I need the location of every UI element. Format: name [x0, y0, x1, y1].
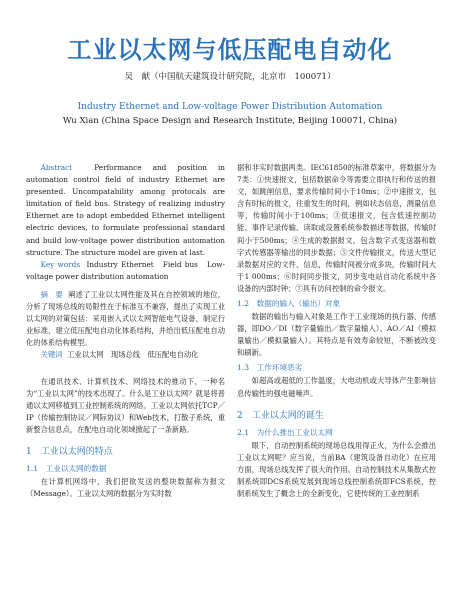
paper-title: 工业以太网与低压配电自动化	[67, 36, 393, 64]
section-1-2-heading: 1.2 数据的输入（输出）对象	[237, 299, 341, 309]
english-keywords	[26, 259, 225, 283]
right-column	[237, 162, 436, 500]
abstract-text: Performance and position in automation control field of industry Ethernet are presented. Uncompatability among protocals are limitation of field bus. Strategy of realizing industry Ethernet are to adopt embedded Ethernet intelligent electric devices, to formulate professional standard and build low-voltage power distribution automation structure. The structure model are given at last.	[26, 163, 226, 257]
intro-paragraph: 在通讯技术、计算机技术、网络技术的推动下，一种名为“工业以太网”的技术出现了。什么是工业以太网？就是将普通以太网移植到工业控制系统的网络。工业以太网依托TCP／IP（传输控制协议／网际协议）和Web技术，打散子系统，重新整合信息点，在配电自动化领域掀起了一条新路。	[26, 376, 225, 434]
section-1-2-text: 数据的输出与输入对象是工作于工业现场的执行器、传感器，即DO／DI（数字量输出／数字量输入）、AO／AI（模拟量输出／模拟量输入）。其特点是有效寿命较短，不断被改变和刷新。	[237, 312, 436, 358]
section-1-3-heading: 1.3 工作环境恶劣	[237, 363, 303, 373]
author-line: 吴 献（中国航天建筑设计研究院，北京市 100071）	[124, 72, 336, 82]
section-1-1-text: 在计算机网络中，我们把欲发送的整块数据称为报文（Message）。工业以太网的数据分为实时数	[26, 476, 225, 499]
english-author-line: Wu Xian (China Space Design and Research Institute, Beijing 100071, China)	[62, 116, 398, 126]
chinese-keywords	[26, 349, 225, 361]
zh-keywords-text: 工业以太网 现场总线 低压配电自动化	[67, 350, 199, 360]
english-abstract	[26, 162, 225, 259]
english-title: Industry Ethernet and Low-voltage Power Distribution Automation	[77, 102, 383, 112]
abstract-label: Abstract	[40, 163, 73, 172]
section-2-1-text: 眼下，自动控制系统的现场总线用得正火，为什么会推出工业以太网呢？应当说，当前BA（建筑设备自动化）在应用方面，现场总线发挥了很大的作用。自动控制技术从集散式控制系统即DCS系统发展到现场总线控制系统即FCS系统，控制系统发生了概念上的全新变化，它使传统的工业控制系	[237, 440, 436, 498]
zh-abstract-label: 摘 要	[40, 289, 64, 299]
section-2-1-heading: 2.1 为什么推出工业以太网	[237, 427, 333, 437]
zh-keywords-label: 关键词	[40, 350, 63, 360]
two-column-body	[26, 162, 436, 500]
section-1-heading: 1 工业以太网的特点	[26, 446, 113, 457]
zh-abstract-text: 阐述了工业以太网性能及其在自控领域的地位，分析了现场总线的局限性在于标准互不兼容，提出了实现工业以太网的对策包括：采用嵌入式以太网智能电气设备，制定行业标准，建立低压配电自动化体系结构，并给出低压配电自动化的体系结构模型。	[26, 289, 226, 348]
chinese-abstract	[26, 289, 225, 349]
keywords-label: Key words	[40, 259, 81, 269]
keywords-text: Industry Ethernet Field bus Low-voltage power distribution automation	[26, 259, 225, 281]
data-types-paragraph: 据和非实时数据两类。IEC61850的标准草案中，将数据分为7类：①快速报文，包括数据命令等需要立即执行和传送的报文，如跳闸信息，要求传输时间小于10ms；②中速报文，包含有时标的报文，往重发生的时间，例如状态信息，测量信息等，传输时间小于100ms；③低速报文，包含低速控制功能、事件记录传输、读取或设置系统参数描述等数据，传输时间小于500ms；④生成的数据报文，包含数字式变送器和数字式传感器等输出的同步数据；⑤文件传输报文，传送大型记录数据对应的文件、信息，传输时间被分成多块，传输时间大于1 000ms；⑥时间同步报文，同步变电站自动化系统中各设备的内部时钟；⑦具有访问控制的命令报文。	[237, 163, 436, 293]
section-1-3-text: 如超高或超低的工作温度，大电动机或大导体产生影响信息传输性的强电磁噪声。	[237, 376, 436, 398]
section-1-1-heading: 1.1 工业以太网的数据	[26, 463, 107, 473]
section-2-heading: 2 工业以太网的诞生	[237, 410, 324, 421]
left-column	[26, 162, 225, 500]
